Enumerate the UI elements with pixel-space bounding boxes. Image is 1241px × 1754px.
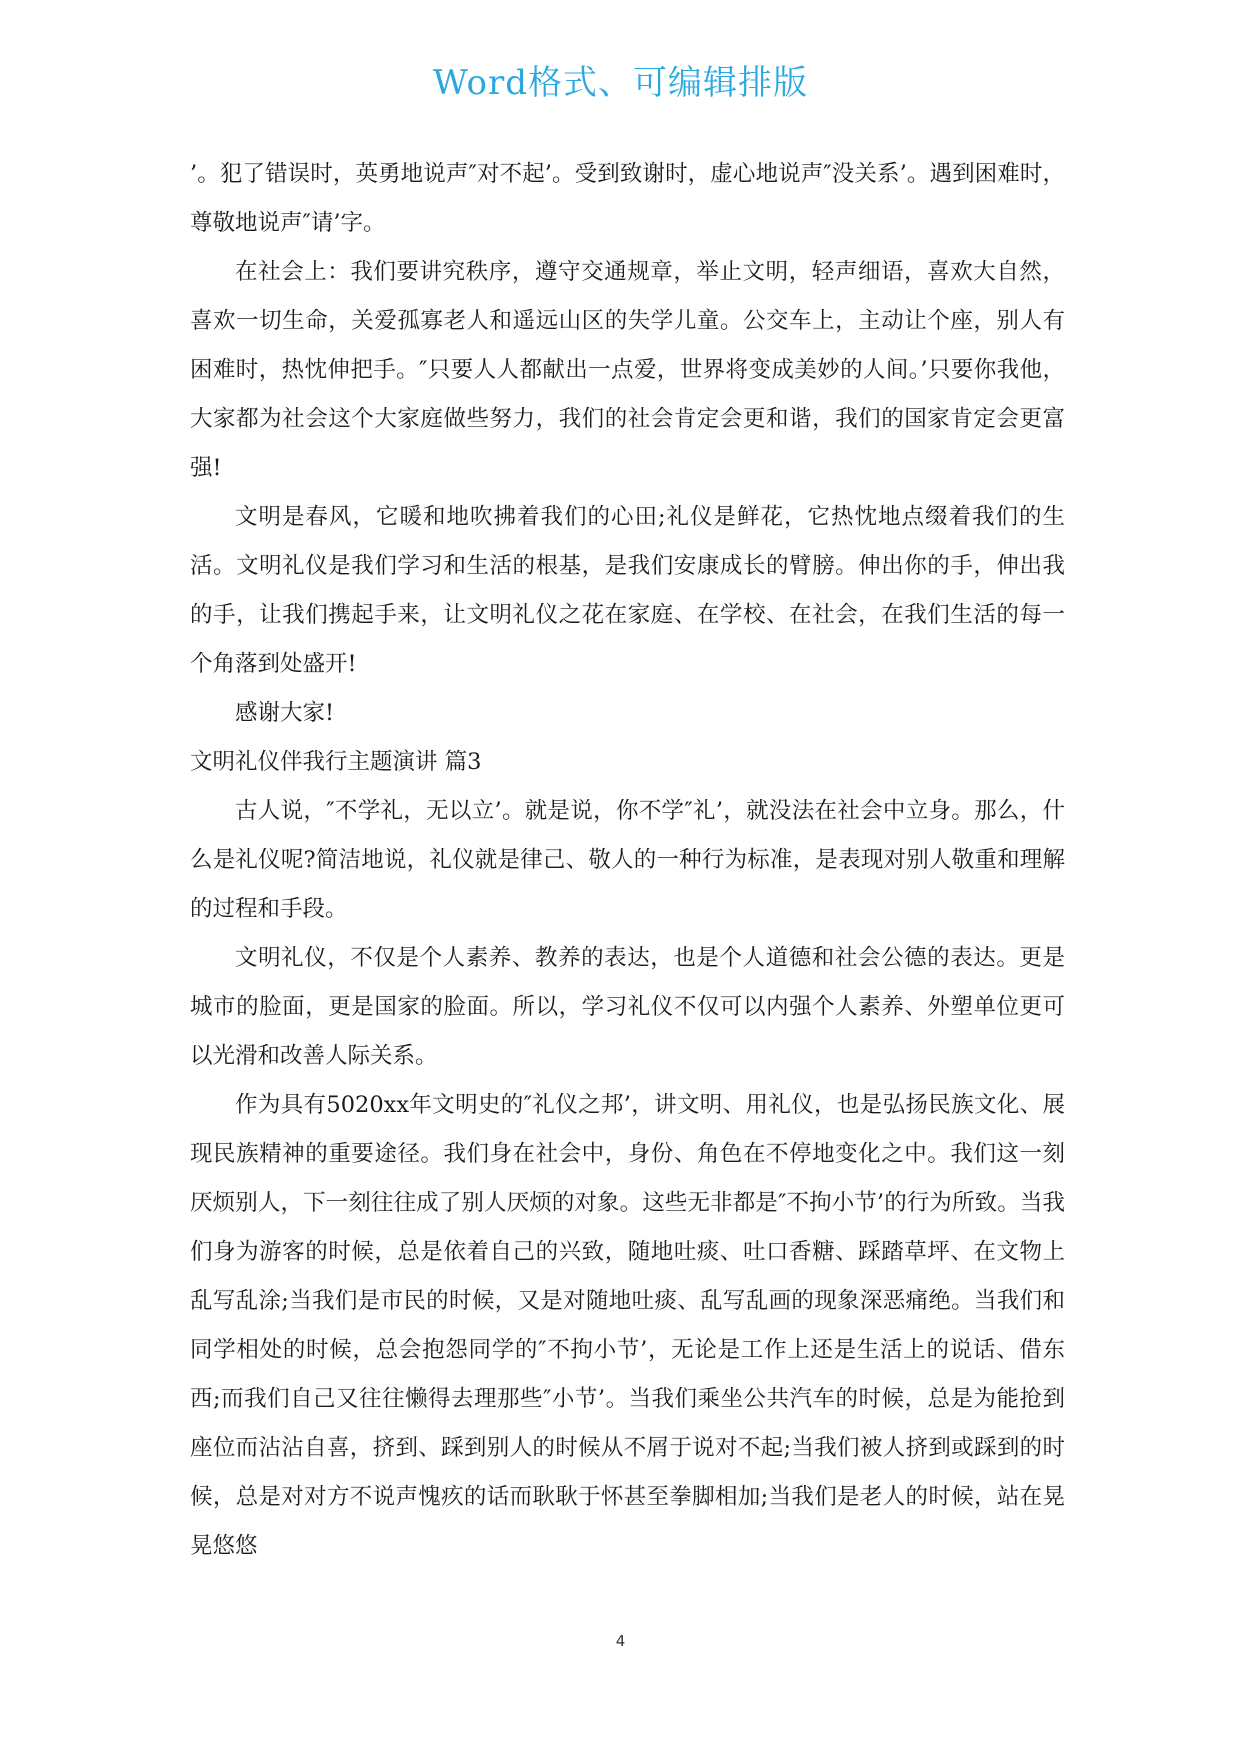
paragraph-etiquette-expression: 文明礼仪，不仅是个人素养、教养的表达，也是个人道德和社会公德的表达。更是城市的脸面，更是国家的脸面。所以，学习礼仪不仅可以内强个人素养、外塑单位更可以光滑和改善人际关系。 xyxy=(190,945,1065,1069)
page-number: 4 xyxy=(615,1632,626,1650)
section-heading: 文明礼仪伴我行主题演讲 篇3 xyxy=(190,749,482,775)
paragraph-civilization-spring: 文明是春风，它暖和地吹拂着我们的心田;礼仪是鲜花，它热忱地点缀着我们的生活。文明礼仪是我们学习和生活的根基，是我们安康成长的臂膀。伸出你的手，伸出我的手，让我们携起手来，让文明礼仪之花在家庭、在学校、在社会，在我们生活的每一个角落到处盛开! xyxy=(190,504,1065,677)
paragraph-society: 在社会上：我们要讲究秩序，遵守交通规章，举止文明，轻声细语，喜欢大自然，喜欢一切生命，关爱孤寡老人和遥远山区的失学儿童。公交车上，主动让个座，别人有困难时，热忱伸把手。″只要人人都献出一点爱，世界将变成美妙的人间。’只要你我他，大家都为社会这个大家庭做些努力，我们的社会肯定会更和谐，我们的国家肯定会更富强! xyxy=(190,259,1065,481)
paragraph-thanks: 感谢大家! xyxy=(235,700,335,726)
paragraph-ancient-saying: 古人说，″不学礼，无以立’。就是说，你不学″礼’，就没法在社会中立身。那么，什么是礼仪呢?简洁地说，礼仪就是律己、敬人的一种行为标准，是表现对别人敬重和理解的过程和手段。 xyxy=(190,798,1065,922)
document-body xyxy=(190,150,1065,1571)
paragraph-continuation: ’。犯了错误时，英勇地说声″对不起’。受到致谢时，虚心地说声″没关系’。遇到困难时，尊敬地说声″请’字。 xyxy=(190,161,1065,236)
page-header-title: Word格式、可编辑排版 xyxy=(432,63,809,103)
paragraph-etiquette-nation: 作为具有5020xx年文明史的″礼仪之邦’，讲文明、用礼仪，也是弘扬民族文化、展现民族精神的重要途径。我们身在社会中，身份、角色在不停地变化之中。我们这一刻厌烦别人，下一刻往往成了别人厌烦的对象。这些无非都是″不拘小节’的行为所致。当我们身为游客的时候，总是依着自己的兴致，随地吐痰、吐口香糖、踩踏草坪、在文物上乱写乱涂;当我们是市民的时候，又是对随地吐痰、乱写乱画的现象深恶痛绝。当我们和同学相处的时候，总会抱怨同学的″不拘小节’，无论是工作上还是生活上的说话、借东西;而我们自己又往往懒得去理那些″小节’。当我们乘坐公共汽车的时候，总是为能抢到座位而沾沾自喜，挤到、踩到别人的时候从不屑于说对不起;当我们被人挤到或踩到的时候，总是对对方不说声愧疚的话而耿耿于怀甚至拳脚相加;当我们是老人的时候，站在晃晃悠悠 xyxy=(190,1092,1065,1559)
